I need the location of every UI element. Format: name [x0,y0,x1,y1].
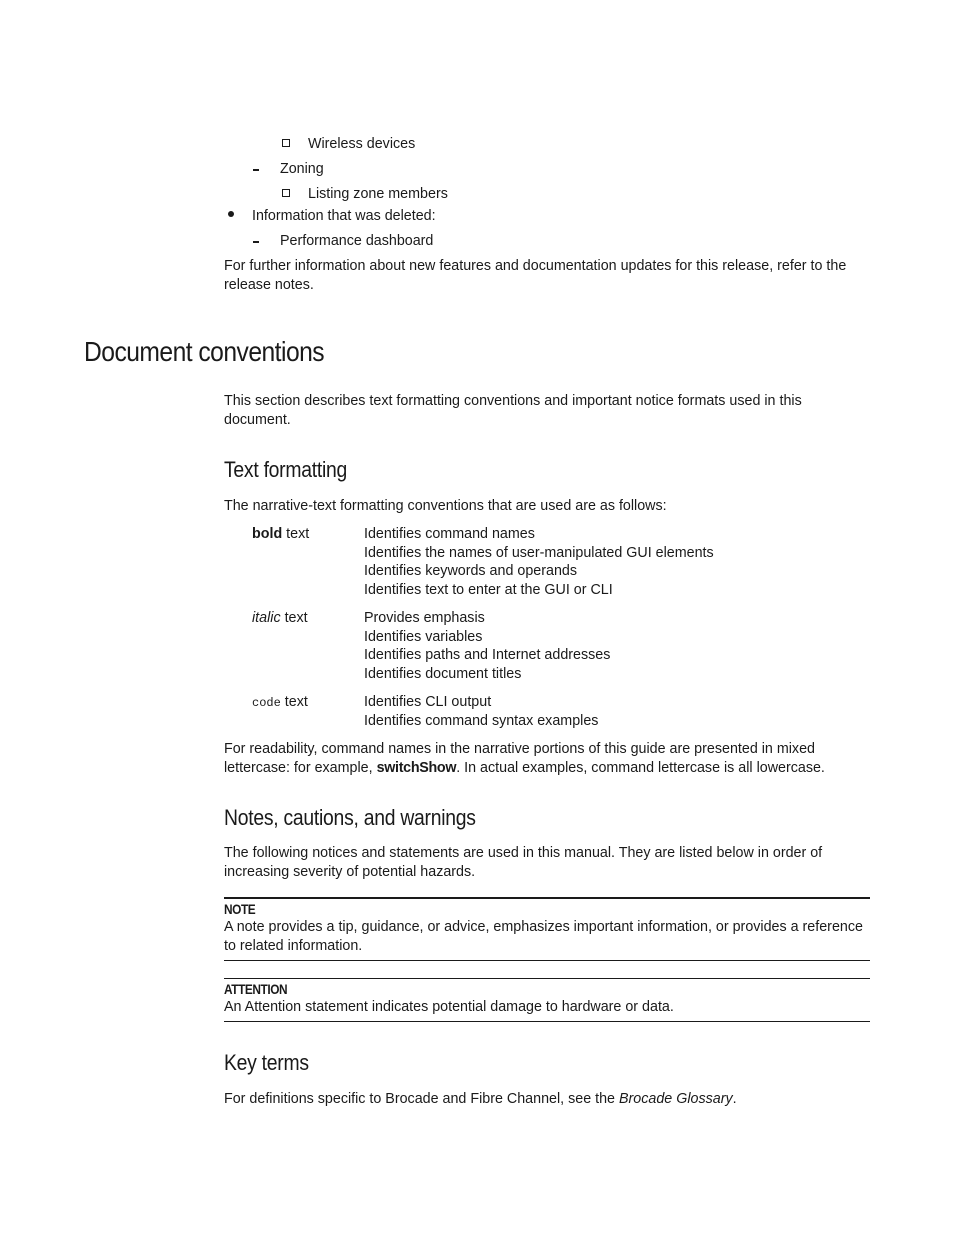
dash-bullet-icon [253,241,259,243]
key-terms-heading: Key terms [224,1050,309,1075]
description-line: Identifies command names [364,526,535,542]
description-line: Identifies command syntax examples [364,712,599,729]
term-suffix: text [280,610,308,626]
attention-bottom-rule [224,1021,870,1022]
notices-heading: Notes, cautions, and warnings [224,805,476,830]
term-suffix: text [282,526,310,542]
notices-intro: The following notices and statements are used in this manual. They are listed below in order of increasing severity of potential hazards. [224,845,823,880]
attention-label: ATTENTION [224,982,288,997]
text-formatting-heading: Text formatting [224,457,348,482]
further-info-paragraph: For further information about new features and documentation updates for this release, refer to the release notes. [224,258,847,293]
term-code-sample: code [252,696,281,710]
description-line: Identifies CLI output [364,694,492,710]
list-item-info-deleted: Information that was deleted: [252,208,436,224]
round-bullet-icon [228,211,234,217]
readability-paragraph [224,740,864,777]
note-top-rule [224,897,870,899]
command-name-sample: switchShow [376,759,457,776]
list-item-listing-zone-members: Listing zone members [308,186,448,202]
note-label: NOTE [224,902,256,917]
term-bold-text [252,525,309,544]
note-text: A note provides a tip, guidance, or advice, emphasizes important information, or provides a reference to related information. [224,919,863,954]
term-code-text [252,693,308,713]
attention-top-rule [224,978,870,979]
description-line: Identifies document titles [364,665,522,682]
list-item-performance-dashboard: Performance dashboard [280,233,434,249]
square-bullet-icon [282,189,290,197]
glossary-title: Brocade Glossary [618,1091,733,1107]
text-formatting-intro: The narrative-text formatting conventions that are used are as follows: [224,498,667,514]
description-line: Identifies variables [364,628,483,645]
list-item-zoning: Zoning [280,161,324,177]
document-conventions-heading: Document conventions [84,336,325,367]
code-description [364,693,598,730]
description-line: Identifies keywords and operands [364,563,577,579]
note-bottom-rule [224,960,870,961]
term-italic-sample: italic [252,610,281,626]
key-terms-sentence-end: . [732,1091,737,1107]
dash-bullet-icon [253,169,259,171]
term-bold-sample: bold [252,526,283,542]
document-conventions-intro: This section describes text formatting conventions and important notice formats used in this document. [224,393,802,428]
attention-text: An Attention statement indicates potential damage to hardware or data. [224,999,674,1015]
italic-description [364,609,610,683]
term-suffix: text [280,694,308,710]
readability-text: For readability, command names in the narrative portions of this guide are presented in mixed lettercase: for example, [224,741,815,776]
description-line: Provides emphasis [364,610,485,626]
description-line: Identifies text to enter at the GUI or CLI [364,581,613,598]
key-terms-sentence: For definitions specific to Brocade and Fibre Channel, see the [224,1091,619,1107]
readability-text: . In actual examples, command lettercase is all lowercase. [456,759,825,776]
list-item-wireless-devices: Wireless devices [308,136,416,152]
key-terms-text [224,1090,737,1109]
description-line: Identifies the names of user-manipulated GUI elements [364,544,714,561]
term-italic-text [252,609,308,628]
square-bullet-icon [282,139,290,147]
bold-description [364,525,714,599]
description-line: Identifies paths and Internet addresses [364,647,611,663]
